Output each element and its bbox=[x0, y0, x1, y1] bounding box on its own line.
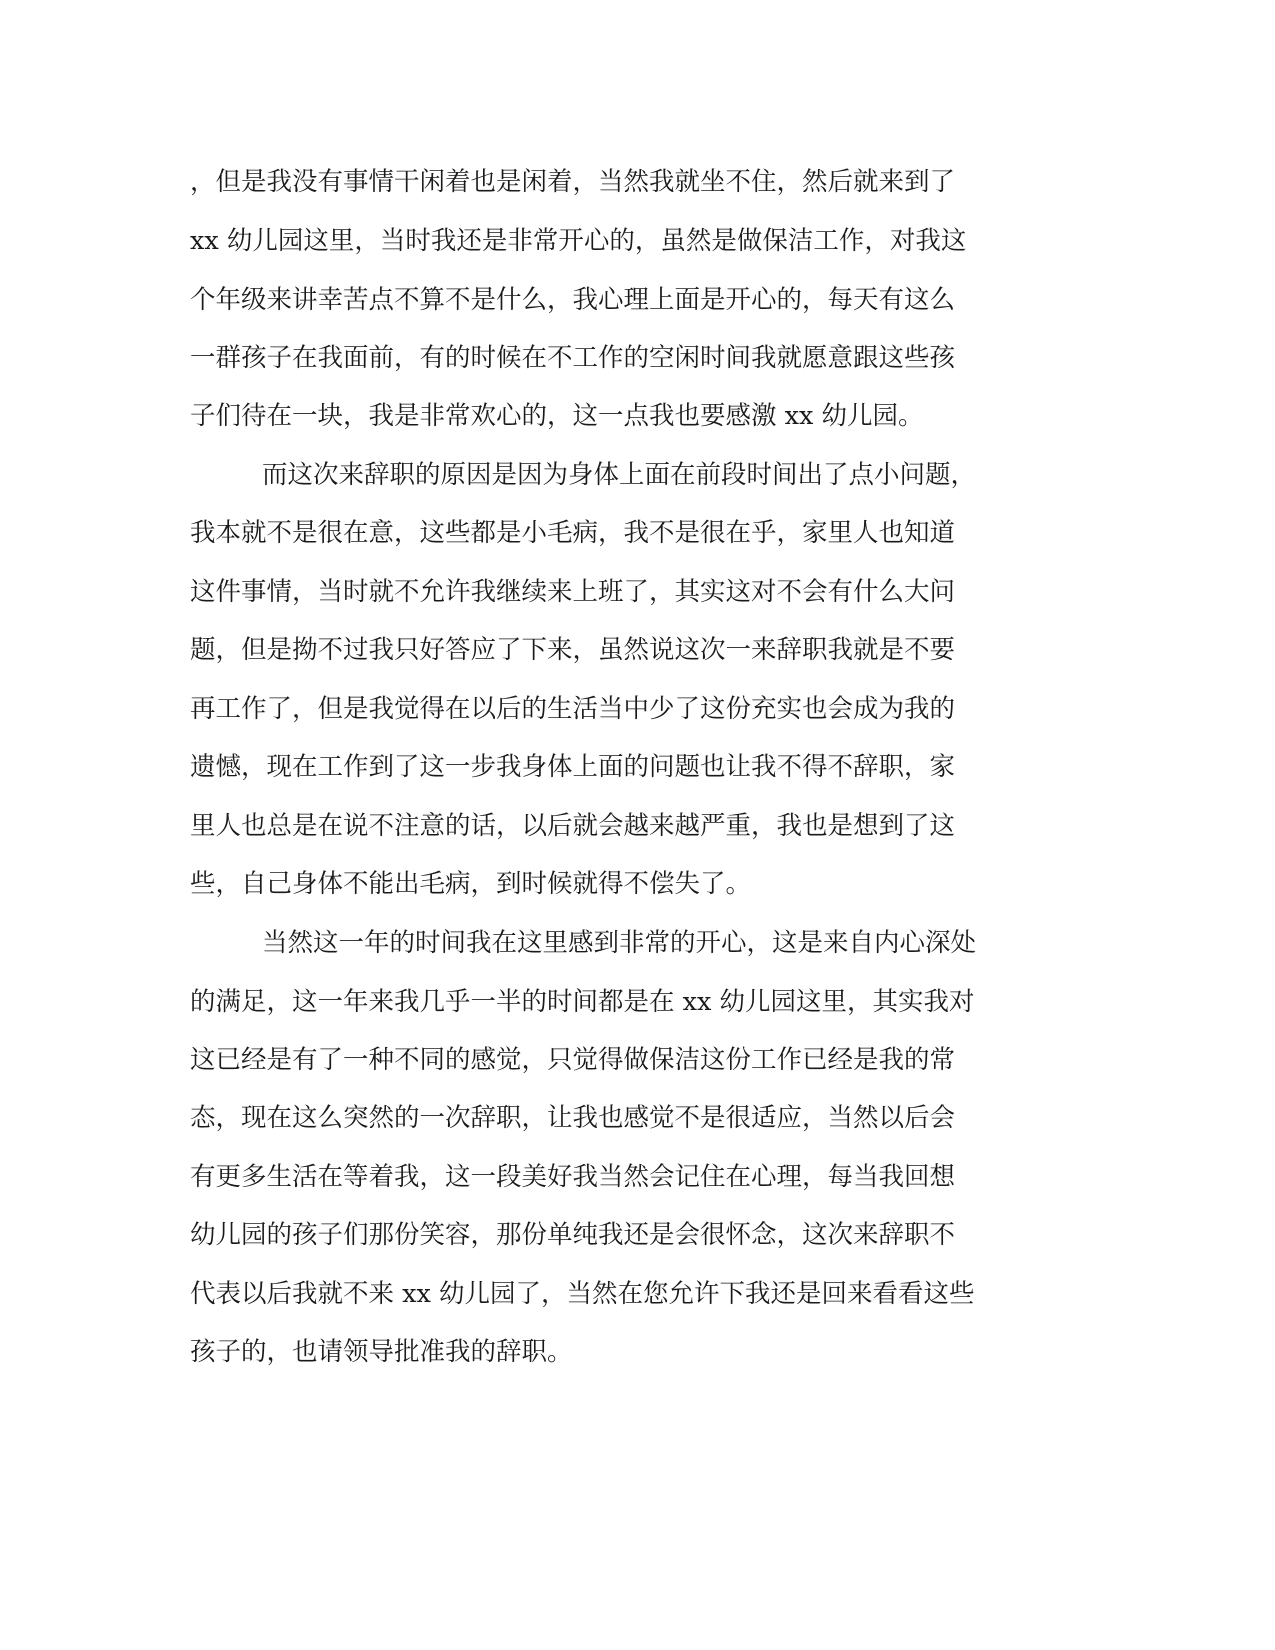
text-line: 我本就不是很在意，这些都是小毛病，我不是很在乎，家里人也知道 bbox=[190, 518, 956, 548]
text-line: 有更多生活在等着我，这一段美好我当然会记住在心理，每当我回想 bbox=[190, 1162, 956, 1192]
text-line: 代表以后我就不来 xx 幼儿园了，当然在您允许下我还是回来看看这些 bbox=[190, 1279, 975, 1309]
text-line: ，但是我没有事情干闲着也是闲着，当然我就坐不住，然后就来到了 bbox=[190, 167, 956, 197]
text-line: 这件事情，当时就不允许我继续来上班了，其实这对不会有什么大问 bbox=[190, 577, 956, 607]
text-line: 幼儿园的孩子们那份笑容，那份单纯我还是会很怀念，这次来辞职不 bbox=[190, 1220, 956, 1250]
text-line: 一群孩子在我面前，有的时候在不工作的空闲时间我就愿意跟这些孩 bbox=[190, 343, 956, 373]
text-line: 里人也总是在说不注意的话，以后就会越来越严重，我也是想到了这 bbox=[190, 811, 956, 841]
text-line: 些，自己身体不能出毛病，到时候就得不偿失了。 bbox=[190, 869, 752, 899]
text-line: xx 幼儿园这里，当时我还是非常开心的，虽然是做保洁工作，对我这 bbox=[190, 226, 967, 256]
text-line: 孩子的，也请领导批准我的辞职。 bbox=[190, 1337, 573, 1367]
paragraph-first-line: 而这次来辞职的原因是因为身体上面在前段时间出了点小问题， bbox=[262, 460, 977, 490]
text-line: 子们待在一块，我是非常欢心的，这一点我也要感激 xx 幼儿园。 bbox=[190, 401, 924, 431]
text-line: 态，现在这么突然的一次辞职，让我也感觉不是很适应，当然以后会 bbox=[190, 1103, 956, 1133]
text-line: 再工作了，但是我觉得在以后的生活当中少了这份充实也会成为我的 bbox=[190, 694, 956, 724]
paragraph-first-line: 当然这一年的时间我在这里感到非常的开心，这是来自内心深处 bbox=[262, 928, 977, 958]
text-line: 个年级来讲幸苦点不算不是什么，我心理上面是开心的，每天有这么 bbox=[190, 285, 956, 315]
text-line: 的满足，这一年来我几乎一半的时间都是在 xx 幼儿园这里，其实我对 bbox=[190, 987, 975, 1017]
text-line: 这已经是有了一种不同的感觉，只觉得做保洁这份工作已经是我的常 bbox=[190, 1045, 956, 1075]
text-line: 遗憾，现在工作到了这一步我身体上面的问题也让我不得不辞职，家 bbox=[190, 752, 956, 782]
text-line: 题，但是拗不过我只好答应了下来，虽然说这次一来辞职我就是不要 bbox=[190, 635, 956, 665]
